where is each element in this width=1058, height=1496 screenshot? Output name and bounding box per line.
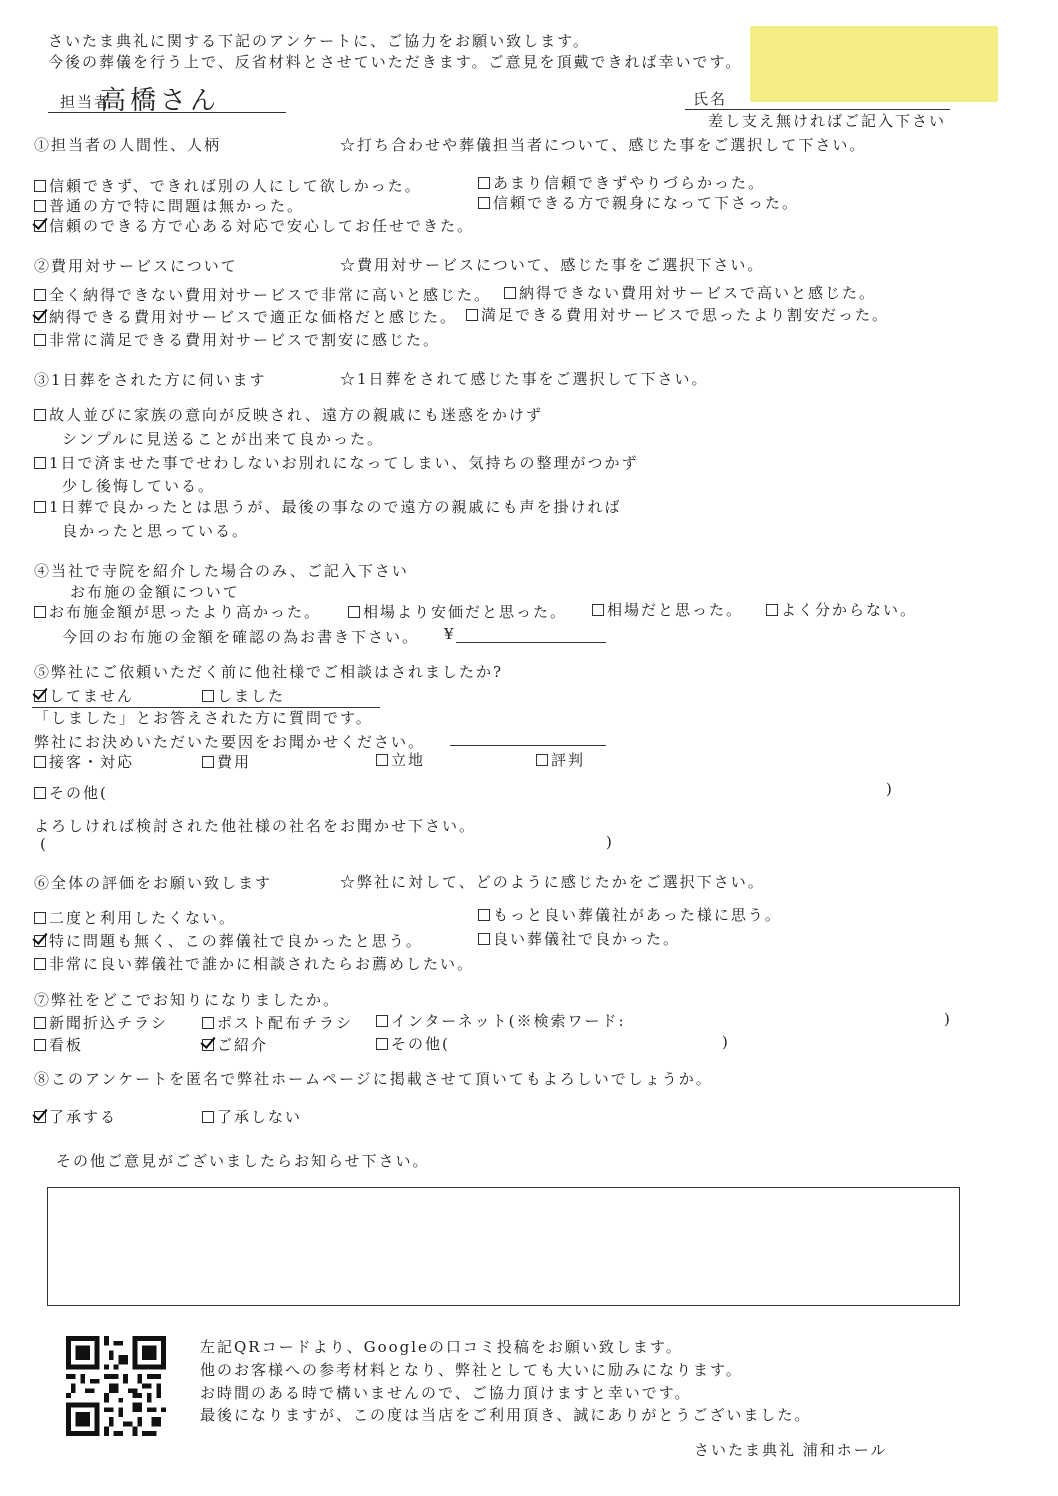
q2-option-3[interactable]: 納得できる費用対サービスで適正な価格だと感じた。 (34, 308, 457, 326)
q2-title: ②費用対サービスについて (34, 257, 238, 275)
qr-code-icon (66, 1336, 166, 1436)
checkbox[interactable] (202, 1111, 214, 1123)
q7-option-4[interactable]: 看板 (34, 1036, 83, 1054)
q1-title: ①担当者の人間性、人柄 (34, 136, 222, 154)
q5-other-close: ) (886, 780, 894, 798)
q4-option-3[interactable]: 相場だと思った。 (592, 601, 743, 619)
checkbox[interactable] (34, 409, 46, 421)
checkbox-checked[interactable] (34, 935, 46, 947)
q5-followup: 「しました」とお答えされた方に質問です。 (34, 709, 373, 727)
checkbox[interactable] (34, 606, 46, 618)
q3-option-1-line2: シンプルに見送ることが出来て良かった。 (62, 430, 385, 448)
q7-option-1[interactable]: 新聞折込チラシ (34, 1014, 168, 1032)
q1-option-5[interactable]: 信頼のできる方で心ある対応で安心してお任せできた。 (34, 217, 474, 235)
checkbox[interactable] (34, 289, 46, 301)
q2-option-4[interactable]: 満足できる費用対サービスで思ったより割安だった。 (466, 306, 889, 324)
checkbox-checked[interactable] (34, 311, 46, 323)
checkbox[interactable] (478, 177, 490, 189)
comments-box[interactable] (47, 1187, 960, 1306)
intro-line-2: 今後の葬儀を行う上で、反省材料とさせていただきます。ご意見を頂戴できれば幸いです。 (48, 53, 743, 71)
checkbox[interactable] (504, 287, 516, 299)
q5-company-question: よろしければ検討された他社様の社名をお聞かせ下さい。 (34, 817, 477, 835)
checkbox[interactable] (478, 197, 490, 209)
checkbox[interactable] (34, 1017, 46, 1029)
redaction-highlight (750, 26, 998, 102)
q3-option-3-line2: 良かったと思っている。 (62, 522, 250, 540)
checkbox[interactable] (202, 1017, 214, 1029)
q8-agree[interactable]: 了承する (34, 1108, 117, 1126)
checkbox[interactable] (34, 912, 46, 924)
footer-line-4: 最後になりますが、この度は当店をご利用頂き、誠にありがとうございました。 (200, 1406, 812, 1424)
q6-title: ⑥全体の評価をお願い致します (34, 874, 273, 892)
q7-option-2[interactable]: ポスト配布チラシ (202, 1014, 353, 1032)
intro-line-1: さいたま典礼に関する下記のアンケートに、ご協力をお願い致します。 (48, 32, 590, 50)
q6-option-1[interactable]: 二度と利用したくない。 (34, 909, 236, 927)
checkbox[interactable] (202, 690, 214, 702)
q4-option-4[interactable]: よく分からない。 (766, 601, 917, 619)
q2-option-5[interactable]: 非常に満足できる費用対サービスで割安に感じた。 (34, 331, 440, 349)
q7-option-5[interactable]: ご紹介 (202, 1036, 268, 1054)
staff-underline (48, 112, 286, 113)
q2-hint: ☆費用対サービスについて、感じた事をご選択下さい。 (340, 256, 765, 274)
checkbox[interactable] (478, 909, 490, 921)
checkbox-checked[interactable] (34, 1111, 46, 1123)
checkbox-checked[interactable] (34, 690, 46, 702)
q3-option-3[interactable]: 1日葬で良かったとは思うが、最後の事なので遠方の親戚にも声を掛ければ (34, 498, 622, 516)
q7-option-3-close: ) (944, 1010, 952, 1028)
checkbox[interactable] (34, 180, 46, 192)
q3-option-2[interactable]: 1日で済ませた事でせわしないお別れになってしまい、気持ちの整理がつかず (34, 454, 639, 472)
q7-title: ⑦弊社をどこでお知りになりましたか。 (34, 991, 341, 1009)
staff-name: 高橋さん (100, 86, 221, 116)
q6-option-2[interactable]: もっと良い葬儀社があった様に思う。 (478, 906, 782, 924)
checkbox-checked[interactable] (34, 220, 46, 232)
q3-option-1[interactable]: 故人並びに家族の意向が反映され、遠方の親戚にも迷惑をかけず (34, 406, 543, 424)
name-underline (685, 109, 950, 110)
q5-reason-3[interactable]: 立地 (376, 751, 425, 769)
q4-amount-label: 今回のお布施の金額を確認の為お書き下さい。 (62, 628, 420, 646)
q2-option-1[interactable]: 全く納得できない費用対サービスで非常に高いと感じた。 (34, 286, 491, 304)
q5-reason-4[interactable]: 評判 (536, 751, 585, 769)
name-note: 差し支え無ければご記入下さい (708, 112, 947, 130)
checkbox[interactable] (536, 754, 548, 766)
q5-reason-1[interactable]: 接客・対応 (34, 753, 134, 771)
q5-option-yes[interactable]: しました (202, 687, 285, 705)
q4-title: ④当社で寺院を紹介した場合のみ、ご記入下さい (34, 562, 409, 580)
q5-reason-question: 弊社にお決めいただいた要因をお聞かせください。 (34, 733, 426, 751)
q5-company-close: ) (606, 833, 614, 851)
checkbox[interactable] (34, 200, 46, 212)
footer-line-2: 他のお客様への参考材料となり、弊社としても大いに励みになります。 (200, 1361, 743, 1379)
q5-reason-underline (450, 745, 606, 746)
checkbox[interactable] (478, 933, 490, 945)
checkbox[interactable] (466, 309, 478, 321)
checkbox[interactable] (766, 604, 778, 616)
checkbox-checked[interactable] (202, 1039, 214, 1051)
q8-disagree[interactable]: 了承しない (202, 1108, 302, 1126)
q7-option-6-close: ) (722, 1033, 730, 1051)
checkbox[interactable] (202, 756, 214, 768)
q4-sub: お布施の金額について (70, 583, 240, 601)
q6-hint: ☆弊社に対して、どのように感じたかをご選択下さい。 (340, 873, 765, 891)
checkbox[interactable] (34, 756, 46, 768)
q3-hint: ☆1日葬をされて感じた事をご選択して下さい。 (340, 370, 709, 388)
checkbox[interactable] (376, 754, 388, 766)
q4-option-1[interactable]: お布施金額が思ったより高かった。 (34, 603, 321, 621)
checkbox[interactable] (34, 1039, 46, 1051)
q8-title: ⑧このアンケートを匿名で弊社ホームページに掲載させて頂いてもよろしいでしょうか。 (34, 1070, 713, 1088)
checkbox[interactable] (376, 1015, 388, 1027)
yen-sign: ¥ (444, 625, 456, 643)
q5-company-open: ( (40, 835, 48, 853)
q1-hint: ☆打ち合わせや葬儀担当者について、感じた事をご選択して下さい。 (340, 136, 867, 154)
q5-option-no[interactable]: してません (34, 687, 134, 705)
checkbox[interactable] (34, 457, 46, 469)
q7-option-3[interactable]: インターネット(※検索ワード: (376, 1012, 626, 1030)
checkbox[interactable] (34, 334, 46, 346)
q1-option-1[interactable]: 信頼できず、できれば別の人にして欲しかった。 (34, 177, 422, 195)
q1-option-4[interactable]: 信頼できる方で親身になって下さった。 (478, 194, 799, 212)
q1-option-2[interactable]: あまり信頼できずやりづらかった。 (478, 174, 765, 192)
footer-signature: さいたま典礼 浦和ホール (694, 1441, 888, 1459)
staff-label: 担当者 (60, 93, 112, 111)
q3-title: ③1日葬をされた方に伺います (34, 371, 267, 389)
amount-input-line[interactable] (456, 642, 606, 643)
footer-line-1: 左記QRコードより、Googleの口コミ投稿をお願い致します。 (200, 1338, 683, 1356)
q5-divider (32, 707, 380, 708)
checkbox[interactable] (592, 604, 604, 616)
q7-option-6[interactable]: その他( (376, 1035, 450, 1053)
q1-option-3[interactable]: 普通の方で特に問題は無かった。 (34, 197, 304, 215)
footer-line-3: お時間のある時で構いませんので、ご協力頂けますと幸いです。 (200, 1384, 692, 1402)
checkbox[interactable] (348, 606, 360, 618)
q3-option-2-line2: 少し後悔している。 (62, 477, 216, 495)
q5-title: ⑤弊社にご依頼いただく前に他社様でご相談はされましたか? (34, 663, 504, 681)
checkbox[interactable] (34, 501, 46, 513)
comments-label: その他ご意見がございましたらお知らせ下さい。 (56, 1152, 430, 1170)
checkbox[interactable] (376, 1038, 388, 1050)
checkbox[interactable] (34, 958, 46, 970)
q5-other[interactable]: その他( (34, 784, 108, 802)
q4-option-2[interactable]: 相場より安価だと思った。 (348, 603, 567, 621)
q5-reason-2[interactable]: 費用 (202, 753, 251, 771)
q6-option-5[interactable]: 非常に良い葬儀社で誰かに相談されたらお薦めしたい。 (34, 955, 474, 973)
name-label: 氏名 (693, 90, 728, 108)
q2-option-2[interactable]: 納得できない費用対サービスで高いと感じた。 (504, 284, 876, 302)
q6-option-4[interactable]: 良い葬儀社で良かった。 (478, 930, 680, 948)
checkbox[interactable] (34, 787, 46, 799)
q6-option-3[interactable]: 特に問題も無く、この葬儀社で良かったと思う。 (34, 932, 423, 950)
